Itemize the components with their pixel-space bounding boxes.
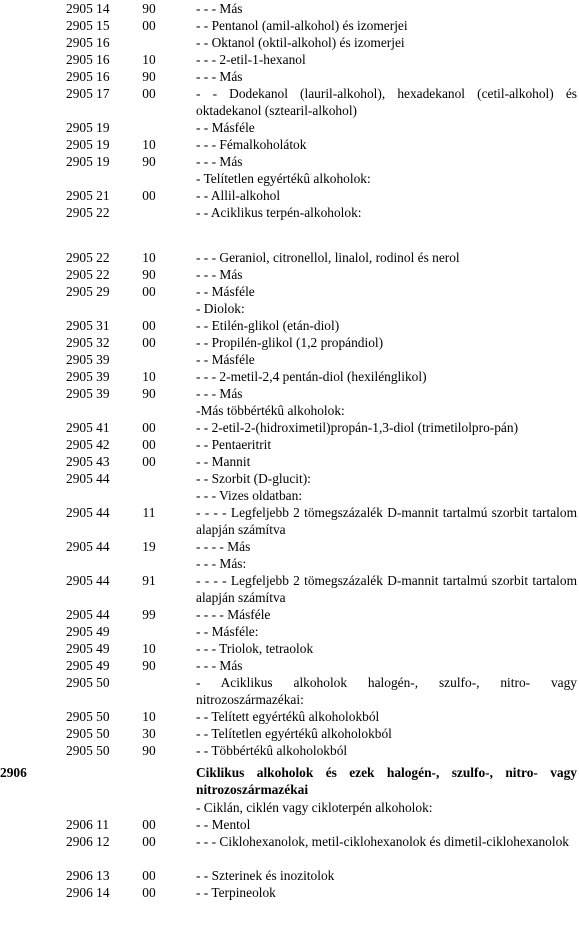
description: - - Dodekanol (lauril-alkohol), hexadekanol (cetil-alkohol) és oktadekanol (sztearil-alkohol) xyxy=(196,86,577,118)
sub-code: 00 xyxy=(142,868,156,883)
sub-code: 00 xyxy=(142,335,156,350)
description: - - - Más xyxy=(196,69,243,84)
description: - - Telítetlen egyértékû alkoholokból xyxy=(196,726,392,741)
description: Ciklikus alkoholok és ezek halogén-, szulfo-, nitro- vagy nitrozoszármazékai xyxy=(196,765,577,797)
description: - - Oktanol (oktil-alkohol) és izomerjei xyxy=(196,35,405,50)
description: - - - - Más xyxy=(196,539,251,554)
description: - - - - Legfeljebb 2 tömegszázalék D-mannit tartalmú szorbit tartalom alapján számítva xyxy=(196,573,577,605)
description: -Más többértékû alkoholok: xyxy=(196,403,345,418)
description: - - Mannit xyxy=(196,454,251,469)
tariff-code: 2905 32 xyxy=(66,335,110,350)
tariff-code: 2905 39 xyxy=(66,369,110,384)
sub-code: 90 xyxy=(142,1,156,16)
description: - - Szorbit (D-glucit): xyxy=(196,471,311,486)
tariff-code: 2905 16 xyxy=(66,69,110,84)
sub-code: 19 xyxy=(142,539,156,554)
sub-code: 91 xyxy=(142,573,156,588)
sub-code: 00 xyxy=(142,437,156,452)
tariff-code: 2905 49 xyxy=(66,624,110,639)
description: - Diolok: xyxy=(196,301,245,316)
tariff-code: 2905 39 xyxy=(66,352,110,367)
description: - - - Ciklohexanolok, metil-ciklohexanolok és dimetil-ciklohexanolok xyxy=(196,834,569,849)
sub-code: 90 xyxy=(142,267,156,282)
description: - - Telített egyértékû alkoholokból xyxy=(196,709,380,724)
tariff-code: 2905 19 xyxy=(66,120,110,135)
sub-code: 00 xyxy=(142,454,156,469)
description: - - Propilén-glikol (1,2 propándiol) xyxy=(196,335,384,350)
sub-code: 10 xyxy=(142,709,156,724)
description: - - - Vizes oldatban: xyxy=(196,488,303,503)
tariff-code: 2905 44 xyxy=(66,539,110,554)
sub-code: 10 xyxy=(142,369,156,384)
description: - - - 2-metil-2,4 pentán-diol (hexilénglikol) xyxy=(196,369,427,384)
tariff-code: 2905 21 xyxy=(66,188,110,203)
description: - - - Más xyxy=(196,1,243,16)
sub-code: 00 xyxy=(142,885,156,900)
sub-code: 00 xyxy=(142,318,156,333)
tariff-code: 2905 17 xyxy=(66,86,110,101)
sub-code: 00 xyxy=(142,817,156,832)
description: - Aciklikus alkoholok halogén-, szulfo-, nitro- vagy nitrozoszármazékai: xyxy=(196,675,577,707)
description: - - 2-etil-2-(hidroximetil)propán-1,3-diol (trimetilolpro-pán) xyxy=(196,420,519,435)
tariff-code: 2905 39 xyxy=(66,386,110,401)
sub-code: 00 xyxy=(142,420,156,435)
tariff-code: 2905 42 xyxy=(66,437,110,452)
tariff-code: 2906 13 xyxy=(66,868,110,883)
tariff-code: 2905 43 xyxy=(66,454,110,469)
description: - - - Más xyxy=(196,386,243,401)
sub-code: 00 xyxy=(142,284,156,299)
sub-code: 00 xyxy=(142,834,156,849)
sub-code: 90 xyxy=(142,743,156,758)
tariff-code: 2906 12 xyxy=(66,834,110,849)
description: - Ciklán, ciklén vagy cikloterpén alkoholok: xyxy=(196,800,433,815)
description: - - Másféle xyxy=(196,352,255,367)
sub-code: 99 xyxy=(142,607,156,622)
tariff-code: 2905 41 xyxy=(66,420,110,435)
tariff-code: 2905 14 xyxy=(66,1,110,16)
description: - - - Más xyxy=(196,154,243,169)
description: - - Allil-alkohol xyxy=(196,188,281,203)
sub-code: 00 xyxy=(142,188,156,203)
description: - - Pentanol (amil-alkohol) és izomerjei xyxy=(196,18,408,33)
heading-code: 2906 xyxy=(0,765,27,780)
tariff-code: 2905 16 xyxy=(66,52,110,67)
description: - - Terpineolok xyxy=(196,885,276,900)
description: - - Többértékû alkoholokból xyxy=(196,743,348,758)
tariff-code: 2905 44 xyxy=(66,573,110,588)
tariff-code: 2905 31 xyxy=(66,318,110,333)
tariff-code: 2905 44 xyxy=(66,607,110,622)
description: - - Másféle xyxy=(196,120,255,135)
tariff-code: 2905 50 xyxy=(66,726,110,741)
description: - - Aciklikus terpén-alkoholok: xyxy=(196,205,362,220)
tariff-code: 2905 50 xyxy=(66,675,110,690)
sub-code: 30 xyxy=(142,726,156,741)
sub-code: 10 xyxy=(142,250,156,265)
description: - - - 2-etil-1-hexanol xyxy=(196,52,306,67)
description: - - Másféle: xyxy=(196,624,259,639)
description: - - Etilén-glikol (etán-diol) xyxy=(196,318,340,333)
description: - - - - Másféle xyxy=(196,607,271,622)
description: - - Másféle xyxy=(196,284,255,299)
tariff-code: 2905 19 xyxy=(66,154,110,169)
description: - - Szterinek és inozitolok xyxy=(196,868,335,883)
sub-code: 10 xyxy=(142,137,156,152)
sub-code: 00 xyxy=(142,18,156,33)
tariff-code: 2905 50 xyxy=(66,743,110,758)
sub-code: 90 xyxy=(142,69,156,84)
description: - - Mentol xyxy=(196,817,251,832)
sub-code: 10 xyxy=(142,52,156,67)
tariff-code: 2905 16 xyxy=(66,35,110,50)
tariff-code: 2905 19 xyxy=(66,137,110,152)
description: - - - Más: xyxy=(196,556,247,571)
sub-code: 00 xyxy=(142,86,156,101)
tariff-code: 2906 11 xyxy=(66,817,110,832)
tariff-code: 2905 44 xyxy=(66,505,110,520)
sub-code: 90 xyxy=(142,386,156,401)
tariff-code: 2905 22 xyxy=(66,250,110,265)
sub-code: 10 xyxy=(142,641,156,656)
tariff-code: 2906 14 xyxy=(66,885,110,900)
sub-code: 11 xyxy=(142,505,156,520)
description: - - - - Legfeljebb 2 tömegszázalék D-mannit tartalmú szorbit tartalom alapján számítva xyxy=(196,505,577,537)
tariff-code: 2905 44 xyxy=(66,471,110,486)
description: - - - Fémalkoholátok xyxy=(196,137,307,152)
tariff-code: 2905 22 xyxy=(66,205,110,220)
sub-code: 90 xyxy=(142,154,156,169)
description: - - - Triolok, tetraolok xyxy=(196,641,314,656)
tariff-code: 2905 15 xyxy=(66,18,110,33)
tariff-code: 2905 49 xyxy=(66,658,110,673)
description: - - - Geraniol, citronellol, linalol, rodinol és nerol xyxy=(196,250,460,265)
sub-code: 90 xyxy=(142,658,156,673)
description: - - Pentaeritrit xyxy=(196,437,272,452)
description: - - - Más xyxy=(196,267,243,282)
description: - - - Más xyxy=(196,658,243,673)
tariff-code: 2905 22 xyxy=(66,267,110,282)
description: - Telítetlen egyértékû alkoholok: xyxy=(196,171,371,186)
tariff-code: 2905 49 xyxy=(66,641,110,656)
tariff-code: 2905 29 xyxy=(66,284,110,299)
tariff-code: 2905 50 xyxy=(66,709,110,724)
